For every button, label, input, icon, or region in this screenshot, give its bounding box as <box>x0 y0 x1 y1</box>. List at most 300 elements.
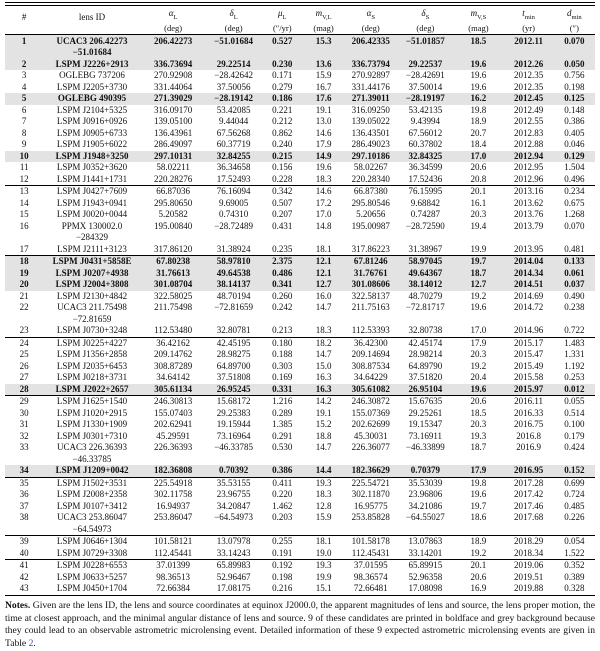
cell-value: 0.240 <box>272 139 293 150</box>
cell-value: −28.72590 <box>405 220 445 231</box>
col-header-mag-source: $m_{V,S}$ (mag) <box>453 4 503 34</box>
cell-value: 17.0 <box>453 325 503 337</box>
row-number: 29 <box>19 396 29 407</box>
cell-value: 9.69005 <box>218 197 249 208</box>
cell-value: 64.89790 <box>408 360 443 371</box>
row-number: 4 <box>21 81 27 92</box>
cell-value: −28.42691 <box>405 70 445 81</box>
cell-value: 0.238 <box>564 302 585 313</box>
table-row <box>5 419 595 431</box>
table-row <box>5 442 595 465</box>
table-row <box>5 70 595 82</box>
cell-value: 101.58121 <box>154 536 193 547</box>
cell-value: 15.67635 <box>408 396 443 407</box>
lens-id-line: LSPM J2104+5325 <box>56 104 128 115</box>
cell-value: 32.84325 <box>408 150 443 161</box>
cell-value: 316.09250 <box>351 104 390 115</box>
cell-value: 37.50014 <box>408 81 443 92</box>
cell-value: 2014.72 <box>513 302 544 313</box>
row-number: 11 <box>19 162 29 173</box>
cell-value: 0.411 <box>272 477 293 488</box>
cell-value: 17.0 <box>470 150 487 161</box>
cell-value: 26.95245 <box>206 384 262 396</box>
cell-value: 36.34658 <box>216 162 251 173</box>
lens-id-line: UCAC3 211.75498 <box>57 302 127 313</box>
lens-id <box>43 477 140 489</box>
cell-value: 66.87380 <box>353 186 388 197</box>
cell-value: 26.95104 <box>397 384 453 396</box>
lens-id-line: LSPM J0427+7609 <box>56 186 128 197</box>
cell-value: 18.2 <box>315 337 332 348</box>
lens-id-line: LSPM J1502+3531 <box>56 477 128 488</box>
cell-value: 17.08098 <box>408 583 443 594</box>
table-row <box>5 59 595 71</box>
cell-value: 202.62941 <box>154 419 193 430</box>
cell-value: 2012.88 <box>513 139 544 150</box>
cell-value: 19.3 <box>315 560 332 571</box>
lens-id <box>43 583 140 595</box>
cell-value: 317.86223 <box>344 244 397 256</box>
cell-value: 15.0 <box>315 360 332 371</box>
lens-id-line: OGLEBG 490395 <box>57 93 127 104</box>
cell-value: 34.64142 <box>156 372 190 383</box>
cell-value: 336.73794 <box>351 58 390 69</box>
cell-value: 19.2 <box>470 360 487 371</box>
table-row <box>5 198 595 210</box>
cell-value: 19.3 <box>470 430 487 441</box>
lens-id-line: LSPM J0646+1304 <box>56 536 128 547</box>
cell-value: 0.70392 <box>206 465 262 477</box>
row-number: 39 <box>19 536 29 547</box>
lens-id <box>43 431 140 443</box>
cell-value: 0.148 <box>564 104 585 115</box>
col-header-d-min: $d_{min}$ (″) <box>554 4 595 34</box>
cell-value: 0.756 <box>564 70 585 81</box>
cell-value: 2019.88 <box>513 583 544 594</box>
table-2-reference-link[interactable]: 2 <box>28 638 34 650</box>
cell-value: 0.046 <box>564 139 585 150</box>
cell-value: 33.14201 <box>397 548 453 560</box>
cell-value: 20.6 <box>470 571 487 582</box>
cell-value: 31.38967 <box>397 244 453 256</box>
notes-period: . <box>33 638 36 650</box>
cell-value: 31.76761 <box>353 267 388 278</box>
lens-id-line: UCAC3 206.42273 <box>56 35 128 46</box>
cell-value: 36.34599 <box>408 162 443 173</box>
cell-value: 0.216 <box>272 583 293 594</box>
cell-value: 18.1 <box>303 244 344 256</box>
lens-id-line: LSPM J0729+3308 <box>56 547 128 558</box>
cell-value: 1.385 <box>272 419 293 430</box>
cell-value: 65.89915 <box>408 560 443 571</box>
cell-value: 20.3 <box>470 209 487 220</box>
lens-id <box>43 174 140 186</box>
cell-value: 37.01399 <box>156 560 190 571</box>
cell-value: 136.43501 <box>351 127 390 138</box>
cell-value: 20.6 <box>470 162 487 173</box>
cell-value: 0.74310 <box>218 209 249 220</box>
cell-value: 18.5 <box>470 407 487 418</box>
row-number: 42 <box>19 571 29 582</box>
cell-value: 0.722 <box>554 325 595 337</box>
cell-value: 34.20847 <box>216 500 251 511</box>
lens-id <box>43 372 140 384</box>
cell-value: 20.3 <box>470 349 487 360</box>
cell-value: 305.61134 <box>141 384 206 396</box>
table-row <box>5 372 595 384</box>
row-number: 21 <box>19 290 29 301</box>
microlensing-candidates-table <box>5 2 595 596</box>
cell-value: 15.1 <box>315 583 332 594</box>
cell-value: 17.6 <box>315 93 332 104</box>
cell-value: 0.221 <box>272 104 293 115</box>
table-row <box>5 151 595 163</box>
cell-value: 2012.94 <box>513 150 544 161</box>
cell-value: 302.11758 <box>154 489 193 500</box>
lens-id-line: LSPM J0730+3248 <box>56 325 128 336</box>
cell-value: 0.253 <box>564 372 585 383</box>
cell-value: 20.6 <box>470 396 487 407</box>
row-number: 8 <box>21 127 27 138</box>
cell-value: 0.180 <box>272 337 293 348</box>
row-number: 41 <box>19 560 29 571</box>
row-number: 12 <box>5 174 43 186</box>
cell-value: 19.6 <box>470 489 487 500</box>
cell-value: 12.7 <box>315 279 332 290</box>
cell-value: 19.6 <box>470 302 487 313</box>
cell-value: 60.37719 <box>216 139 251 150</box>
table-row <box>5 396 595 408</box>
cell-value: 15.9 <box>303 512 344 536</box>
cell-value: 16.3 <box>303 384 344 396</box>
cell-value: 32.80781 <box>206 325 262 337</box>
cell-value: 0.675 <box>564 197 585 208</box>
cell-value: 19.7 <box>470 500 487 511</box>
cell-value: 19.6 <box>470 58 487 69</box>
cell-value: 0.179 <box>564 430 585 441</box>
cell-value: 76.16094 <box>216 186 251 197</box>
lens-id <box>43 105 140 117</box>
cell-value: 31.76613 <box>156 267 190 278</box>
table-header <box>5 4 595 34</box>
cell-value: 45.30031 <box>353 430 388 441</box>
cell-value: −46.33785 <box>214 442 254 453</box>
cell-value: 1.522 <box>554 548 595 560</box>
cell-value: 0.054 <box>564 536 585 547</box>
lens-id-line: LSPM J0107+3412 <box>56 500 128 511</box>
table-notes <box>5 600 595 651</box>
cell-value: 20.7 <box>470 127 487 138</box>
cell-value: 18.6 <box>453 512 503 536</box>
cell-value: 2012.55 <box>513 116 544 127</box>
cell-value: 1.462 <box>272 500 293 511</box>
cell-value: 38.14012 <box>408 279 443 290</box>
row-number: 35 <box>19 477 29 488</box>
cell-value: 66.87036 <box>156 186 190 197</box>
cell-value: 139.05022 <box>351 116 390 127</box>
table-row <box>5 325 595 337</box>
cell-value: 220.28340 <box>344 174 397 186</box>
lens-id <box>43 291 140 303</box>
table-row <box>5 560 595 572</box>
cell-value: 34.21086 <box>408 500 443 511</box>
cell-value: −28.42642 <box>214 70 254 81</box>
cell-value: 0.862 <box>272 127 293 138</box>
cell-value: 35.53039 <box>408 477 443 488</box>
cell-value: 14.9 <box>315 150 332 161</box>
row-number: 2 <box>21 58 27 69</box>
cell-value: 0.507 <box>272 197 293 208</box>
table-row <box>5 349 595 361</box>
lens-id-line: OGLEBG 737206 <box>59 70 125 81</box>
cell-value: 53.42135 <box>408 104 443 115</box>
cell-value: 18.3 <box>303 174 344 186</box>
cell-value: 42.45174 <box>408 337 443 348</box>
cell-value: 53.42085 <box>216 104 251 115</box>
lens-id-line: LSPM J0301+7310 <box>56 430 128 441</box>
lens-id <box>43 151 140 163</box>
cell-value: 19.6 <box>315 162 332 173</box>
col-header-mag-lens: $m_{V,L}$ (mag) <box>303 4 344 34</box>
cell-value: 15.3 <box>315 35 332 46</box>
cell-value: −51.01684 <box>214 35 254 46</box>
lens-id <box>43 82 140 94</box>
cell-value: 2013.95 <box>504 244 554 256</box>
cell-value: 52.96467 <box>216 571 251 582</box>
cell-value: 295.80546 <box>351 197 390 208</box>
col-header-alpha-lens: $\alpha_L$ (deg) <box>141 4 206 34</box>
cell-value: 29.25383 <box>216 407 251 418</box>
cell-value: −46.33899 <box>405 442 445 453</box>
cell-value: 2012.95 <box>513 162 544 173</box>
cell-value: 0.490 <box>564 290 585 301</box>
row-number: 18 <box>19 256 29 267</box>
cell-value: 23.96755 <box>216 489 251 500</box>
lens-id-line: −64.54973 <box>72 523 112 534</box>
lens-id-line: LSPM J2008+2358 <box>56 489 128 500</box>
cell-value: 0.386 <box>262 465 303 477</box>
cell-value: 65.89983 <box>216 560 251 571</box>
lens-id <box>43 279 140 291</box>
cell-value: 37.50056 <box>216 81 251 92</box>
cell-value: 28.98275 <box>216 349 251 360</box>
row-number: 40 <box>5 548 43 560</box>
cell-value: 18.1 <box>315 536 332 547</box>
cell-value: 0.055 <box>564 396 585 407</box>
cell-value: 37.51808 <box>216 372 251 383</box>
lens-id <box>43 198 140 210</box>
row-number: 38 <box>5 512 43 536</box>
cell-value: 17.52493 <box>206 174 262 186</box>
cell-value: 35.53155 <box>216 477 251 488</box>
cell-value: 18.8 <box>315 430 332 441</box>
cell-value: 226.36077 <box>351 442 390 453</box>
lens-id <box>43 186 140 198</box>
lens-id-line: LSPM J0916+0926 <box>56 116 128 127</box>
cell-value: 17.0 <box>315 209 332 220</box>
cell-value: 12.7 <box>470 279 487 290</box>
cell-value: 0.192 <box>272 560 293 571</box>
lens-id-line: LSPM J0905+6733 <box>56 127 128 138</box>
lens-id-line: LSPM J1441+1731 <box>56 173 128 184</box>
cell-value: 14.6 <box>315 186 332 197</box>
row-number: 23 <box>5 325 43 337</box>
cell-value: 270.92908 <box>154 70 193 81</box>
table-row <box>5 268 595 280</box>
cell-value: 2016.33 <box>513 407 544 418</box>
cell-value: 2012.49 <box>513 104 544 115</box>
cell-value: 0.485 <box>564 500 585 511</box>
cell-value: 18.7 <box>470 267 487 278</box>
cell-value: 0.226 <box>554 512 595 536</box>
cell-value: 15.68172 <box>216 396 251 407</box>
cell-value: 297.10131 <box>154 150 193 161</box>
notes-label: Notes. <box>5 599 31 611</box>
lens-id-line: LSPM J0225+4227 <box>56 337 128 348</box>
cell-value: 0.207 <box>272 209 293 220</box>
cell-value: 2014.34 <box>513 267 544 278</box>
cell-value: 211.75498 <box>154 302 193 313</box>
cell-value: 36.42162 <box>156 337 190 348</box>
table-row <box>5 116 595 128</box>
cell-value: 19.8 <box>470 104 487 115</box>
lens-id-line: LSPM J2004+3808 <box>55 279 129 290</box>
cell-value: 0.724 <box>564 489 585 500</box>
lens-id-line: LSPM J1330+1909 <box>56 419 128 430</box>
col-header-delta-source: $\delta_S$ (deg) <box>397 4 453 34</box>
cell-value: 1.268 <box>564 209 585 220</box>
cell-value: 286.49097 <box>154 139 193 150</box>
table-row <box>5 489 595 501</box>
lens-id <box>43 70 140 82</box>
row-number: 19 <box>19 267 29 278</box>
cell-value: 301.08606 <box>351 279 390 290</box>
row-number: 10 <box>19 150 29 161</box>
lens-id-line: LSPM J1356+2858 <box>56 349 128 360</box>
cell-value: 2014.51 <box>513 279 544 290</box>
row-number: 37 <box>19 500 29 511</box>
cell-value: 5.20582 <box>158 209 188 220</box>
cell-value: 13.07863 <box>408 536 443 547</box>
cell-value: 13.07978 <box>216 536 251 547</box>
cell-value: 211.75163 <box>351 302 390 313</box>
cell-value: 98.36513 <box>156 571 190 582</box>
row-number: 3 <box>21 70 27 81</box>
cell-value: 17.9 <box>470 337 487 348</box>
table-row <box>5 501 595 513</box>
cell-value: 0.037 <box>564 279 585 290</box>
cell-value: 2018.34 <box>504 548 554 560</box>
cell-value: 36.42300 <box>353 337 388 348</box>
cell-value: 0.070 <box>564 220 585 231</box>
cell-value: 0.331 <box>262 384 303 396</box>
cell-value: 0.405 <box>564 127 585 138</box>
cell-value: 19.8 <box>470 477 487 488</box>
cell-value: 195.00987 <box>351 220 390 231</box>
cell-value: 9.68842 <box>410 197 440 208</box>
cell-value: 2016.11 <box>514 396 544 407</box>
lens-id <box>43 536 140 548</box>
lens-id <box>43 501 140 513</box>
row-number: 6 <box>21 104 27 115</box>
lens-id <box>43 419 140 431</box>
row-number: 27 <box>19 372 29 383</box>
cell-value: 13.0 <box>315 116 332 127</box>
cell-value: 1.331 <box>564 349 585 360</box>
row-number: 32 <box>19 430 29 441</box>
cell-value: 34.64229 <box>353 372 388 383</box>
cell-value: 271.39029 <box>154 93 193 104</box>
cell-value: 308.87289 <box>154 360 193 371</box>
row-number: 25 <box>19 349 29 360</box>
cell-value: 16.1 <box>470 197 487 208</box>
cell-value: 19.9 <box>453 244 503 256</box>
cell-value: 2014.96 <box>504 325 554 337</box>
cell-value: 246.30813 <box>154 396 193 407</box>
row-number: 9 <box>21 139 27 150</box>
row-number: 28 <box>5 384 43 396</box>
cell-value: 0.386 <box>564 116 585 127</box>
cell-value: 20.4 <box>470 372 487 383</box>
cell-value: 73.16964 <box>216 430 251 441</box>
cell-value: 209.14694 <box>351 349 390 360</box>
row-number: 22 <box>19 302 29 313</box>
row-number: 5 <box>21 93 27 104</box>
row-number: 17 <box>5 244 43 256</box>
cell-value: 67.81246 <box>353 256 388 267</box>
table-row <box>5 186 595 198</box>
cell-value: 139.05100 <box>154 116 193 127</box>
cell-value: 31.38924 <box>206 244 262 256</box>
cell-value: 0.012 <box>554 384 595 396</box>
cell-value: 48.70194 <box>216 290 251 301</box>
cell-value: −64.55027 <box>397 512 453 536</box>
cell-value: 2016.9 <box>516 442 541 453</box>
cell-value: 0.242 <box>272 302 293 313</box>
cell-value: 0.389 <box>564 571 585 582</box>
lens-id-line: LSPM J1625+1540 <box>56 396 128 407</box>
cell-value: 0.341 <box>272 279 293 290</box>
cell-value: 12.8 <box>315 500 332 511</box>
table-row <box>5 139 595 151</box>
cell-value: 2018.29 <box>513 536 544 547</box>
cell-value: 0.230 <box>272 58 293 69</box>
lens-id <box>43 221 140 244</box>
cell-value: 32.84255 <box>216 150 251 161</box>
cell-value: 0.129 <box>564 150 585 161</box>
cell-value: 2015.97 <box>504 384 554 396</box>
cell-value: 2015.47 <box>513 349 544 360</box>
lens-id-line: LSPM J0352+3620 <box>56 162 128 173</box>
table-row <box>5 162 595 174</box>
cell-value: 136.43961 <box>154 127 193 138</box>
cell-value: 19.2 <box>470 290 487 301</box>
cell-value: 0.514 <box>564 407 585 418</box>
cell-value: 331.44176 <box>351 81 390 92</box>
cell-value: −72.81659 <box>214 302 254 313</box>
cell-value: 331.44064 <box>154 81 193 92</box>
cell-value: 16.9 <box>470 583 487 594</box>
row-number: 36 <box>19 489 29 500</box>
lens-id <box>43 337 140 349</box>
cell-value: 0.220 <box>272 489 293 500</box>
cell-value: 2.375 <box>272 256 293 267</box>
cell-value: 302.11870 <box>351 489 390 500</box>
cell-value: 20.1 <box>470 560 487 571</box>
table-row <box>5 572 595 584</box>
cell-value: 0.279 <box>272 81 293 92</box>
cell-value: 0.070 <box>564 35 585 46</box>
